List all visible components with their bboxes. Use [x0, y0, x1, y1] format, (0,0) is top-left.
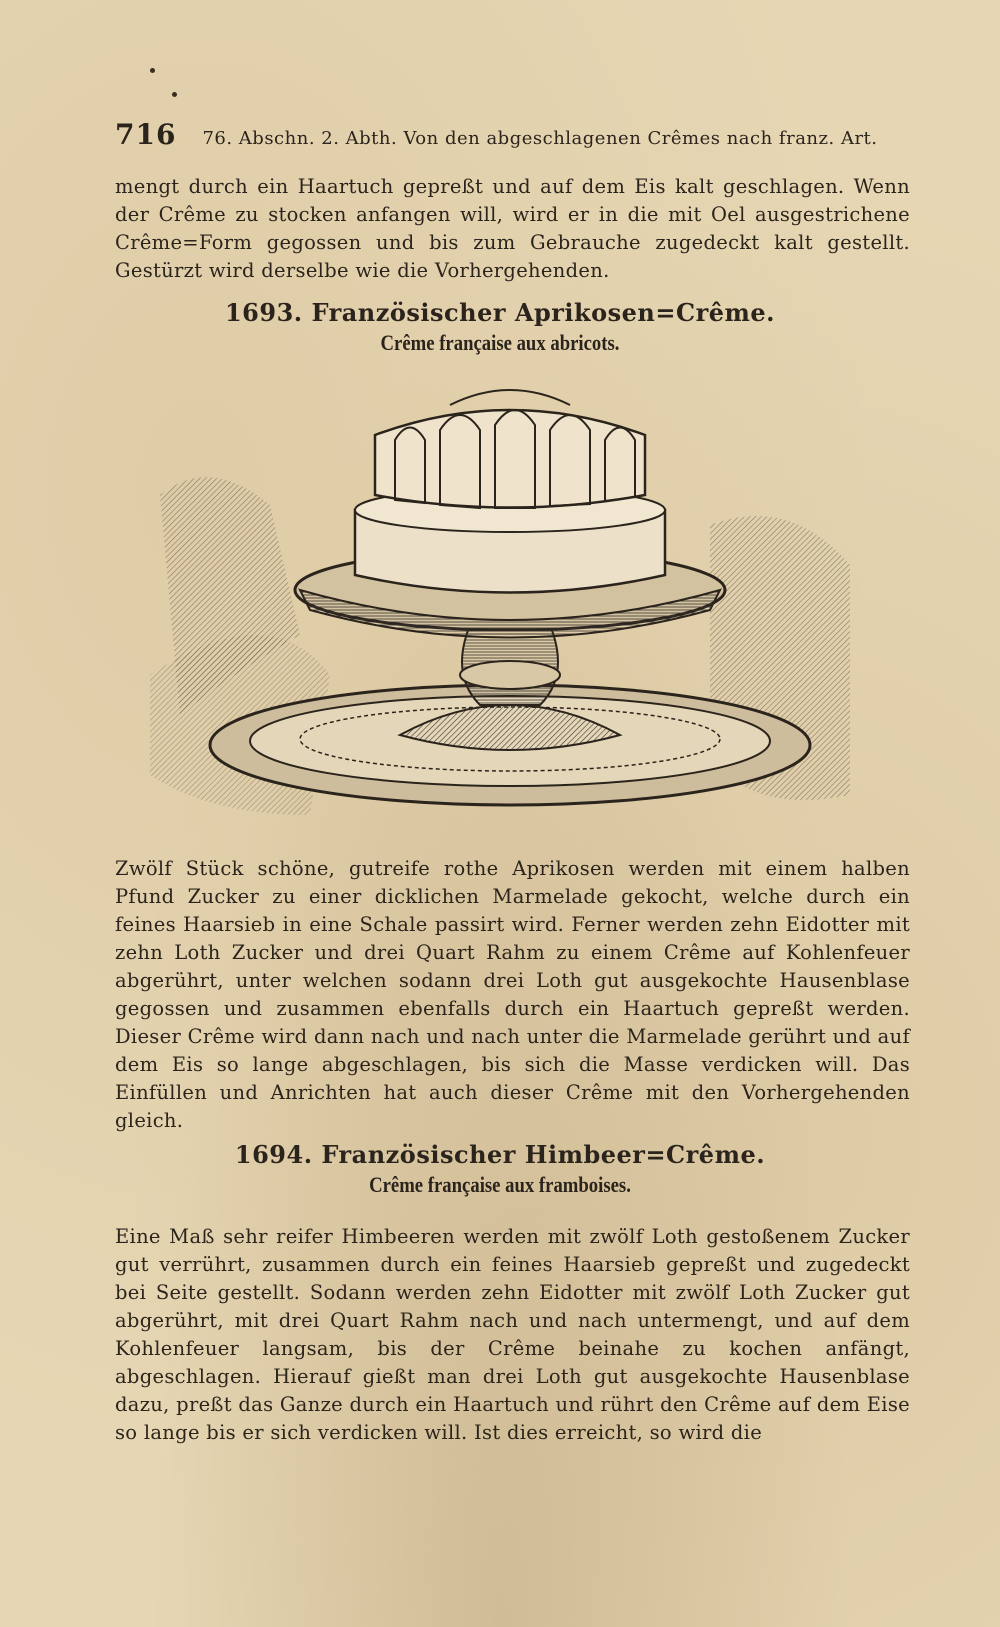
page-number: 716 [115, 118, 177, 151]
recipe-1694-title-de: 1694. Französischer Himbeer=Crême. [234, 1140, 766, 1169]
molded-creme-illustration [150, 375, 870, 850]
ink-speck [172, 92, 177, 97]
running-title: 76. Abschn. 2. Abth. Von den abgeschlagenen Crêmes nach franz. Art. [202, 128, 878, 149]
running-header [115, 118, 915, 151]
ink-speck [150, 68, 155, 73]
recipe-1693-title-fr: Crême française aux abricots. [380, 330, 620, 355]
recipe-1694-title-fr: Crême française aux framboises. [369, 1172, 631, 1197]
recipe-1693-text: Zwölf Stück schöne, gutreife rothe Aprikosen werden mit einem halben Pfund Zucker zu einer dicklichen Marmelade gekocht, welche durch ein feines Haarsieb in eine Schale passirt wird. Ferner werden zehn Eidotter mit zehn Loth Zucker und drei Quart Rahm zu einem Crême auf Kohlenfeuer abgerührt, unter welchen sodann drei Loth gut ausgekochte Hausenblase gegossen und zusammen ebenfalls durch ein Haartuch gepreßt werden. Dieser Crême wird dann nach und nach unter die Marmelade gerührt und auf dem Eis so lange abgeschlagen, bis sich die Masse verdicken will. Das Einfüllen und Anrichten hat auch dieser Crême mit den Vorhergehenden gleich. [115, 857, 910, 1132]
recipe-1693-title-de: 1693. Französischer Aprikosen=Crême. [224, 298, 776, 327]
recipe-1694-text: Eine Maß sehr reifer Himbeeren werden mit zwölf Loth gestoßenem Zucker gut verrührt, zusammen durch ein feines Haarsieb gepreßt und zugedeckt bei Seite gestellt. Sodann werden zehn Eidotter mit zwölf Loth Zucker gut abgerührt, mit drei Quart Rahm nach und nach untermengt, und auf dem Kohlenfeuer langsam, bis der Crême beinahe zu kochen anfängt, abgeschlagen. Hierauf gießt man drei Loth gut ausgekochte Hausenblase dazu, preßt das Ganze durch ein Haartuch und rührt den Crême auf dem Eise so lange bis er sich verdicken will. Ist dies erreicht, so wird die [115, 1225, 910, 1444]
intro-paragraph: mengt durch ein Haartuch gepreßt und auf dem Eis kalt geschlagen. Wenn der Crême zu stocken anfangen will, wird er in die mit Oel ausgestrichene Crême=Form gegossen und bis zum Gebrauche zugedeckt kalt gestellt. Gestürzt wird derselbe wie die Vorhergehenden. [115, 175, 910, 282]
